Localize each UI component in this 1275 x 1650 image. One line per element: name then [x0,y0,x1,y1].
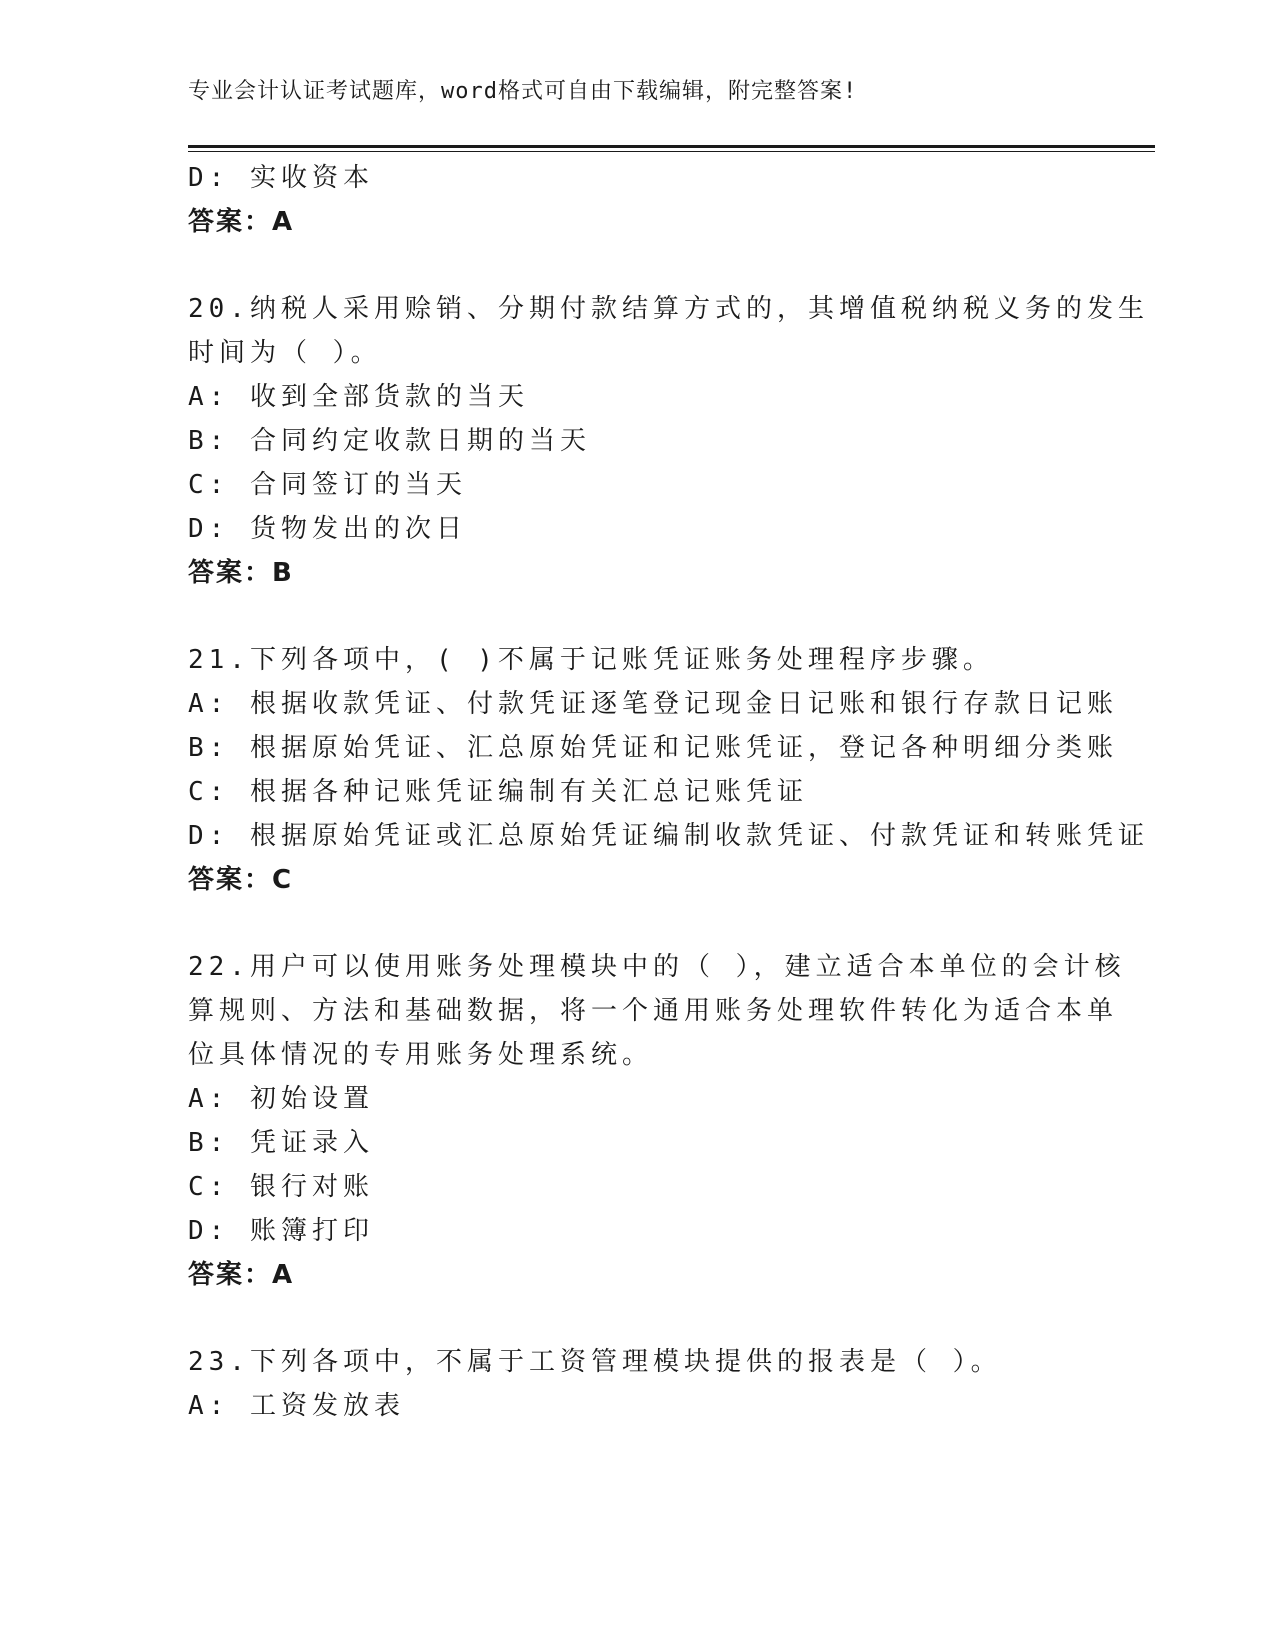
answer-line: 答案：C [188,865,294,895]
option-line: A: 收到全部货款的当天 [188,382,529,412]
option-line: D: 根据原始凭证或汇总原始凭证编制收款凭证、付款凭证和转账凭证 [188,821,1149,851]
question-line: 21.下列各项中，( )不属于记账凭证账务处理程序步骤。 [188,645,994,675]
option-line: C: 合同签订的当天 [188,470,467,500]
page-header: 专业会计认证考试题库，word格式可自由下载编辑，附完整答案! [188,79,858,104]
option-line: B: 凭证录入 [188,1128,374,1158]
option-line: C: 银行对账 [188,1172,374,1202]
option-line: D: 账簿打印 [188,1216,374,1246]
question-line: 20.纳税人采用赊销、分期付款结算方式的，其增值税纳税义务的发生 [188,294,1149,324]
option-line: A: 根据收款凭证、付款凭证逐笔登记现金日记账和银行存款日记账 [188,689,1118,719]
question-line: 23.下列各项中，不属于工资管理模块提供的报表是（ ）。 [188,1347,1002,1377]
option-line: A: 初始设置 [188,1084,374,1114]
question-line: 位具体情况的专用账务处理系统。 [188,1040,654,1070]
option-line: C: 根据各种记账凭证编制有关汇总记账凭证 [188,777,808,807]
option-line: B: 根据原始凭证、汇总原始凭证和记账凭证，登记各种明细分类账 [188,733,1118,763]
answer-line: 答案：A [188,207,295,237]
option-line: D: 货物发出的次日 [188,514,467,544]
answer-line: 答案：A [188,1260,295,1290]
header-rule-thin [188,151,1155,152]
question-line: 22.用户可以使用账务处理模块中的（ ），建立适合本单位的会计核 [188,952,1126,982]
option-line: A: 工资发放表 [188,1391,405,1421]
option-line: D: 实收资本 [188,163,374,193]
option-line: B: 合同约定收款日期的当天 [188,426,591,456]
question-line: 时间为（ ）。 [188,338,382,368]
question-line: 算规则、方法和基础数据，将一个通用账务处理软件转化为适合本单 [188,996,1119,1026]
answer-line: 答案：B [188,558,294,588]
header-rule-thick [188,145,1155,148]
